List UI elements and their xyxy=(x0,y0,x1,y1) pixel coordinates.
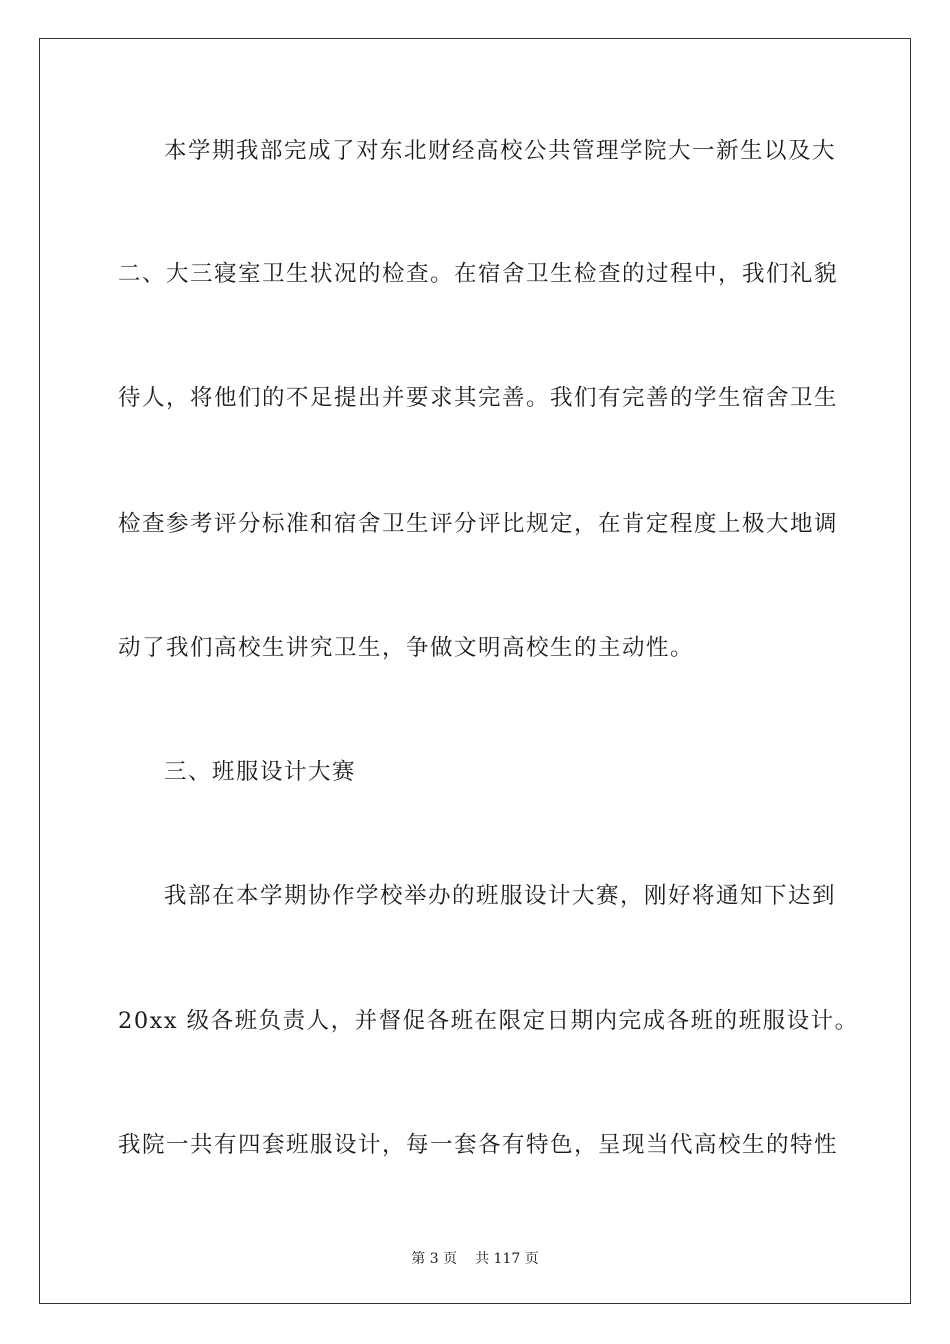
paragraph-line: 本学期我部完成了对东北财经高校公共管理学院大一新生以及大 xyxy=(164,138,837,164)
paragraph-line: 动了我们高校生讲究卫生，争做文明高校生的主动性。 xyxy=(118,635,695,661)
page-footer xyxy=(0,1250,950,1268)
paragraph-line: 二、大三寝室卫生状况的检查。在宿舍卫生检查的过程中，我们礼貌 xyxy=(118,261,839,287)
paragraph-line: 我部在本学期协作学校举办的班服设计大赛，刚好将通知下达到 xyxy=(164,883,837,909)
paragraph-line: 待人，将他们的不足提出并要求其完善。我们有完善的学生宿舍卫生 xyxy=(118,385,839,411)
page-number: 第 3 页 xyxy=(411,1251,458,1267)
page-border xyxy=(39,38,911,1304)
paragraph-line: 我院一共有四套班服设计，每一套各有特色，呈现当代高校生的特性 xyxy=(118,1132,839,1158)
paragraph-line: 检查参考评分标准和宿舍卫生评分评比规定，在肯定程度上极大地调 xyxy=(118,511,839,537)
page-total: 共 117 页 xyxy=(475,1251,539,1267)
paragraph-line: 20xx 级各班负责人，并督促各班在限定日期内完成各班的班服设计。 xyxy=(118,1008,859,1034)
section-heading: 三、班服设计大赛 xyxy=(164,759,357,785)
